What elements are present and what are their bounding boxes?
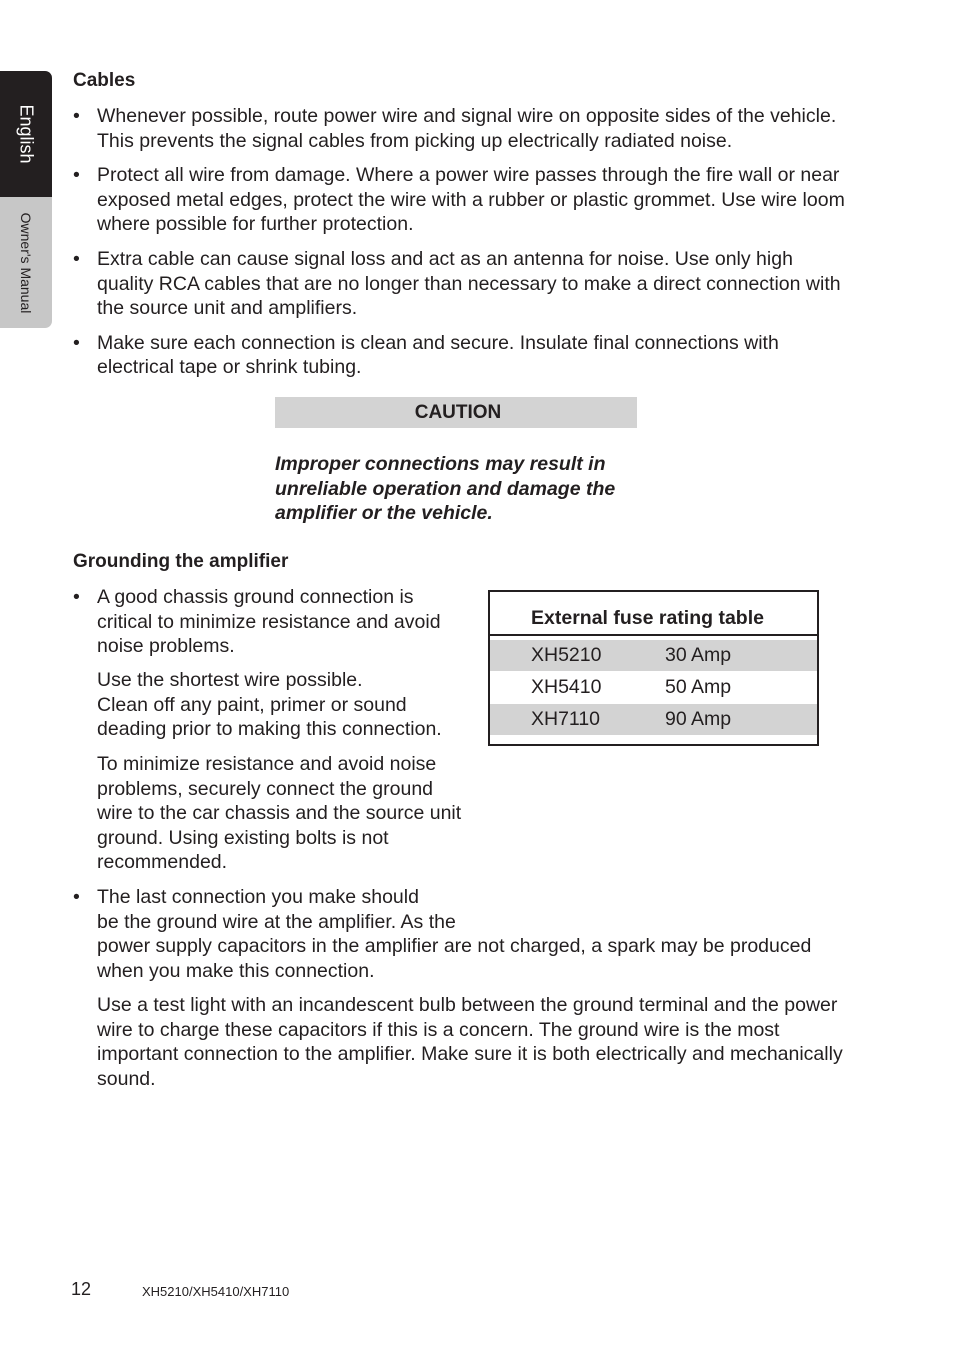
list-item [73,104,848,153]
bullet-text: Whenever possible, route power wire and signal wire on opposite sides of the vehicle. This prevents the signal cables from picking up electrically radiated noise. [97,105,837,152]
bullet-icon: • [73,164,80,187]
grounding-heading: Grounding the amplifier [73,551,289,572]
list-item [73,163,848,237]
paragraph-test-light: Use a test light with an incandescent bulb between the ground terminal and the power wire to charge these capacitors if this is a concern. The ground wire is the most important connection to the amplifier. Make sure it is both electrically and mechanically sound. [97,994,843,1090]
cables-bullet-list [73,104,848,390]
list-item [73,885,848,983]
bullet-text: be the ground wire at the amplifier. As the [97,910,456,933]
language-tab [0,71,52,197]
bullet-icon: • [73,247,80,270]
bullet-icon: • [73,331,80,354]
fuse-rating-table [488,590,819,746]
rating-cell: 90 Amp [665,708,732,730]
rating-cell: 50 Amp [665,676,732,698]
paragraph-line: Use the shortest wire possible. [97,669,363,691]
document-type-tab [0,197,52,328]
paragraph-minimize-resistance: To minimize resistance and avoid noise problems, securely connect the ground wire to the car chassis and the source unit ground. Using existing bolts is not recommended. [97,753,462,874]
cables-heading: Cables [73,70,136,91]
bullet-text: The last connection you make should [97,886,419,908]
document-type-tab-label: Owner's Manual [18,212,34,313]
list-item [73,247,848,321]
model-cell: XH5210 [531,644,602,666]
caution-banner [275,397,637,428]
rating-cell: 30 Amp [665,644,732,666]
bullet-text: Make sure each connection is clean and secure. Insulate final connections with electrical tape or shrink tubing. [97,331,779,379]
paragraph-line: Clean off any paint, primer or sound deading prior to making this connection. [97,693,442,741]
language-tab-label: English [16,104,37,164]
bullet-icon: • [73,886,80,908]
list-item [73,585,468,659]
bullet-icon: • [73,105,80,127]
fuse-table-title: External fuse rating table [490,592,817,636]
footer-model-numbers: XH5210/XH5410/XH7110 [142,1284,290,1299]
caution-text: Improper connections may result in unreliable operation and damage the amplifier or the vehicle. [275,453,616,525]
table-row [490,640,817,671]
list-item [73,331,848,380]
caution-label: CAUTION [414,401,502,423]
table-row [490,672,817,703]
grounding-bullet-list [73,585,468,669]
model-cell: XH5410 [531,676,602,698]
paragraph-shortest-wire [97,668,469,742]
bullet-text: power supply capacitors in the amplifier are not charged, a spark may be produced when you make this connection. [97,935,812,982]
bullet-text: A good chassis ground connection is critical to minimize resistance and avoid noise problems. [97,586,441,658]
page-number: 12 [71,1279,92,1299]
table-row [490,704,817,735]
bullet-text: Extra cable can cause signal loss and act as an antenna for noise. Use only high quality RCA cables that are no longer than necessary to make a direct connection with the source unit and amplifiers. [97,247,841,320]
bullet-text: Protect all wire from damage. Where a power wire passes through the fire wall or near exposed metal edges, protect the wire with a rubber or plastic grommet. Use wire loom where possible for further protection. [97,164,845,236]
bullet-icon: • [73,586,80,608]
grounding-bullet-last-connection [73,885,848,983]
model-cell: XH7110 [531,708,601,730]
